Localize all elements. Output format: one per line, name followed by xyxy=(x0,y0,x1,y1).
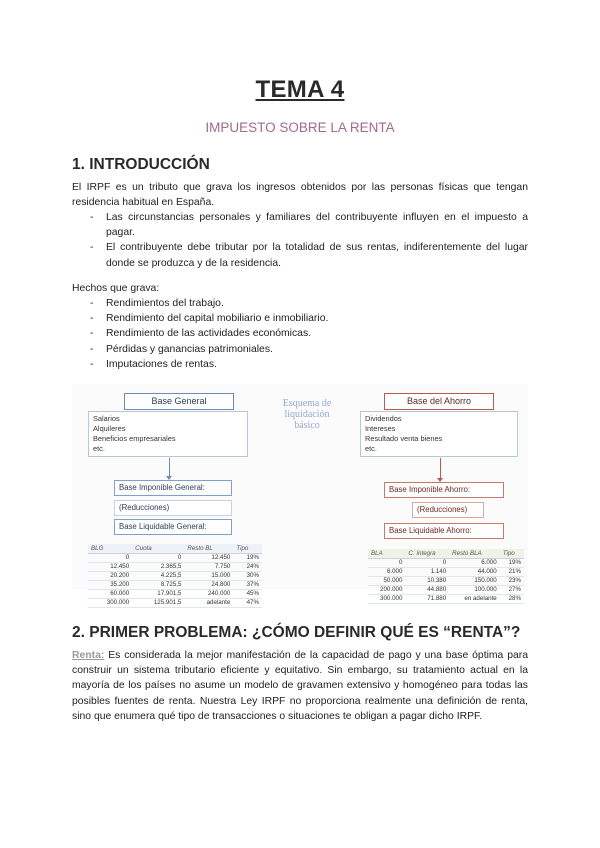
table-row xyxy=(88,589,262,598)
table-cell: 7.750 xyxy=(184,562,233,571)
table-cell: 0 xyxy=(132,553,184,562)
base-liquidable-ahorro: Base Liquidable Ahorro: xyxy=(384,523,504,539)
table-cell: 19% xyxy=(500,558,524,567)
table-cell: 23% xyxy=(500,576,524,585)
section-heading-primer-problema: 2. PRIMER PROBLEMA: ¿CÓMO DEFINIR QUÉ ES “RENTA”? xyxy=(72,624,521,641)
table-cell: 12.450 xyxy=(184,553,233,562)
list-item: Beneficios empresariales xyxy=(93,434,176,443)
table-cell: 17.901,5 xyxy=(132,589,184,598)
table-row xyxy=(368,594,524,603)
page-subtitle: IMPUESTO SOBRE LA RENTA xyxy=(205,120,395,135)
table-cell: 27% xyxy=(500,585,524,594)
table-cell: 1.140 xyxy=(405,567,449,576)
list-item: Resultado venta bienes xyxy=(365,434,443,443)
table-cell: 30% xyxy=(233,571,262,580)
base-general-items xyxy=(88,411,248,457)
table-header: Tipo xyxy=(233,544,262,553)
table-header: Resto BL xyxy=(184,544,233,553)
table-cell: 125.901,5 xyxy=(132,598,184,607)
table-header: BLA xyxy=(368,549,405,558)
scheme-caption: Esquema de liquidación básico xyxy=(282,398,332,431)
table-cell: 44.000 xyxy=(449,567,500,576)
list-item: - Pérdidas y ganancias patrimoniales. xyxy=(90,342,528,357)
table-cell: 2.365,5 xyxy=(132,562,184,571)
list-item: Salarios xyxy=(93,414,120,423)
table-cell: adelante xyxy=(184,598,233,607)
table-cell: 8.725,5 xyxy=(132,580,184,589)
table-cell: 45% xyxy=(233,589,262,598)
table-cell: 150.000 xyxy=(449,576,500,585)
table-cell: 12.450 xyxy=(88,562,132,571)
list-item: - Rendimiento de las actividades económicas. xyxy=(90,326,528,341)
table-row xyxy=(368,567,524,576)
renta-term: Renta: xyxy=(72,650,105,661)
liquidation-scheme-figure xyxy=(72,384,528,606)
table-cell: en adelante xyxy=(449,594,500,603)
renta-paragraph xyxy=(72,648,528,724)
base-imponible-general: Base Imponible General: xyxy=(114,480,232,496)
table-cell: 24.800 xyxy=(184,580,233,589)
arrow-down-icon xyxy=(169,458,170,476)
list-item: etc. xyxy=(365,444,377,453)
reducciones-general: (Reducciones) xyxy=(114,500,232,516)
list-item: Alquileres xyxy=(93,424,126,433)
table-row xyxy=(88,598,262,607)
list-item: Intereses xyxy=(365,424,396,433)
table-cell: 60.000 xyxy=(88,589,132,598)
table-cell: 6.000 xyxy=(368,567,405,576)
table-cell: 200.000 xyxy=(368,585,405,594)
table-cell: 15.000 xyxy=(184,571,233,580)
base-ahorro-items xyxy=(360,411,518,457)
list-item: - Imputaciones de rentas. xyxy=(90,357,528,372)
table-cell: 240.000 xyxy=(184,589,233,598)
list-item: Dividendos xyxy=(365,414,402,423)
table-header: Cuota xyxy=(132,544,184,553)
list-item: - Rendimientos del trabajo. xyxy=(90,296,528,311)
table-cell: 20.200 xyxy=(88,571,132,580)
table-cell: 0 xyxy=(88,553,132,562)
base-ahorro-header: Base del Ahorro xyxy=(384,393,494,410)
table-row xyxy=(88,553,262,562)
table-cell: 37% xyxy=(233,580,262,589)
table-cell: 0 xyxy=(405,558,449,567)
table-row xyxy=(88,580,262,589)
tabla-tipos-ahorro xyxy=(368,549,524,604)
base-imponible-ahorro: Base Imponible Ahorro: xyxy=(384,482,504,498)
table-cell: 21% xyxy=(500,567,524,576)
table-row xyxy=(88,562,262,571)
table-cell: 24% xyxy=(233,562,262,571)
table-header: C. íntegra xyxy=(405,549,449,558)
table-cell: 0 xyxy=(368,558,405,567)
table-cell: 28% xyxy=(500,594,524,603)
list-item: - Las circunstancias personales y familiares del contribuyente influyen en el impuesto a pagar. xyxy=(90,210,528,240)
list-item: etc. xyxy=(93,444,105,453)
hechos-list xyxy=(90,296,528,372)
table-cell: 10.380 xyxy=(405,576,449,585)
table-cell: 19% xyxy=(233,553,262,562)
list-item: - El contribuyente debe tributar por la totalidad de sus rentas, indiferentemente del lugar donde se produzca y de la residencia. xyxy=(90,240,528,270)
table-row xyxy=(88,571,262,580)
reducciones-ahorro: (Reducciones) xyxy=(412,502,484,518)
intro-paragraph: El IRPF es un tributo que grava los ingresos obtenidos por las personas físicas que tengan residencia habitual en España. xyxy=(72,182,528,209)
table-cell: 300.000 xyxy=(88,598,132,607)
page-title: TEMA 4 xyxy=(255,76,345,103)
table-cell: 300.000 xyxy=(368,594,405,603)
table-cell: 47% xyxy=(233,598,262,607)
table-row xyxy=(368,558,524,567)
base-liquidable-general: Base Liquidable General: xyxy=(114,519,232,535)
table-cell: 35.200 xyxy=(88,580,132,589)
table-header: Resto BLA xyxy=(449,549,500,558)
table-row xyxy=(368,576,524,585)
renta-definition: Es considerada la mejor manifestación de la capacidad de pago y una base óptima para construir un sistema tributario eficiente y equitativo. Sin embargo, su tratamiento actual en la mayoría de los países no asume un modelo de gravamen extensivo y homogéneo para todas las posibles fuentes de renta. Nuestra Ley IRPF no proporciona realmente una definición de renta, sino que enumera qué tipo de transacciones o situaciones te obligan a pagar dicho IRPF. xyxy=(72,650,528,722)
table-cell: 44.880 xyxy=(405,585,449,594)
table-cell: 100.000 xyxy=(449,585,500,594)
table-header: BLG xyxy=(88,544,132,553)
table-cell: 6.000 xyxy=(449,558,500,567)
hechos-label: Hechos que grava: xyxy=(72,283,160,294)
table-cell: 4.225,5 xyxy=(132,571,184,580)
table-cell: 50.000 xyxy=(368,576,405,585)
list-item: - Rendimiento del capital mobiliario e inmobiliario. xyxy=(90,311,528,326)
intro-bullet-list xyxy=(90,210,528,271)
table-row xyxy=(368,585,524,594)
tabla-tipos-general xyxy=(88,544,262,608)
table-header: Tipo xyxy=(500,549,524,558)
base-general-header: Base General xyxy=(124,393,234,410)
section-heading-introduccion: 1. INTRODUCCIÓN xyxy=(72,156,210,173)
table-cell: 71.880 xyxy=(405,594,449,603)
arrow-down-icon xyxy=(440,458,441,478)
